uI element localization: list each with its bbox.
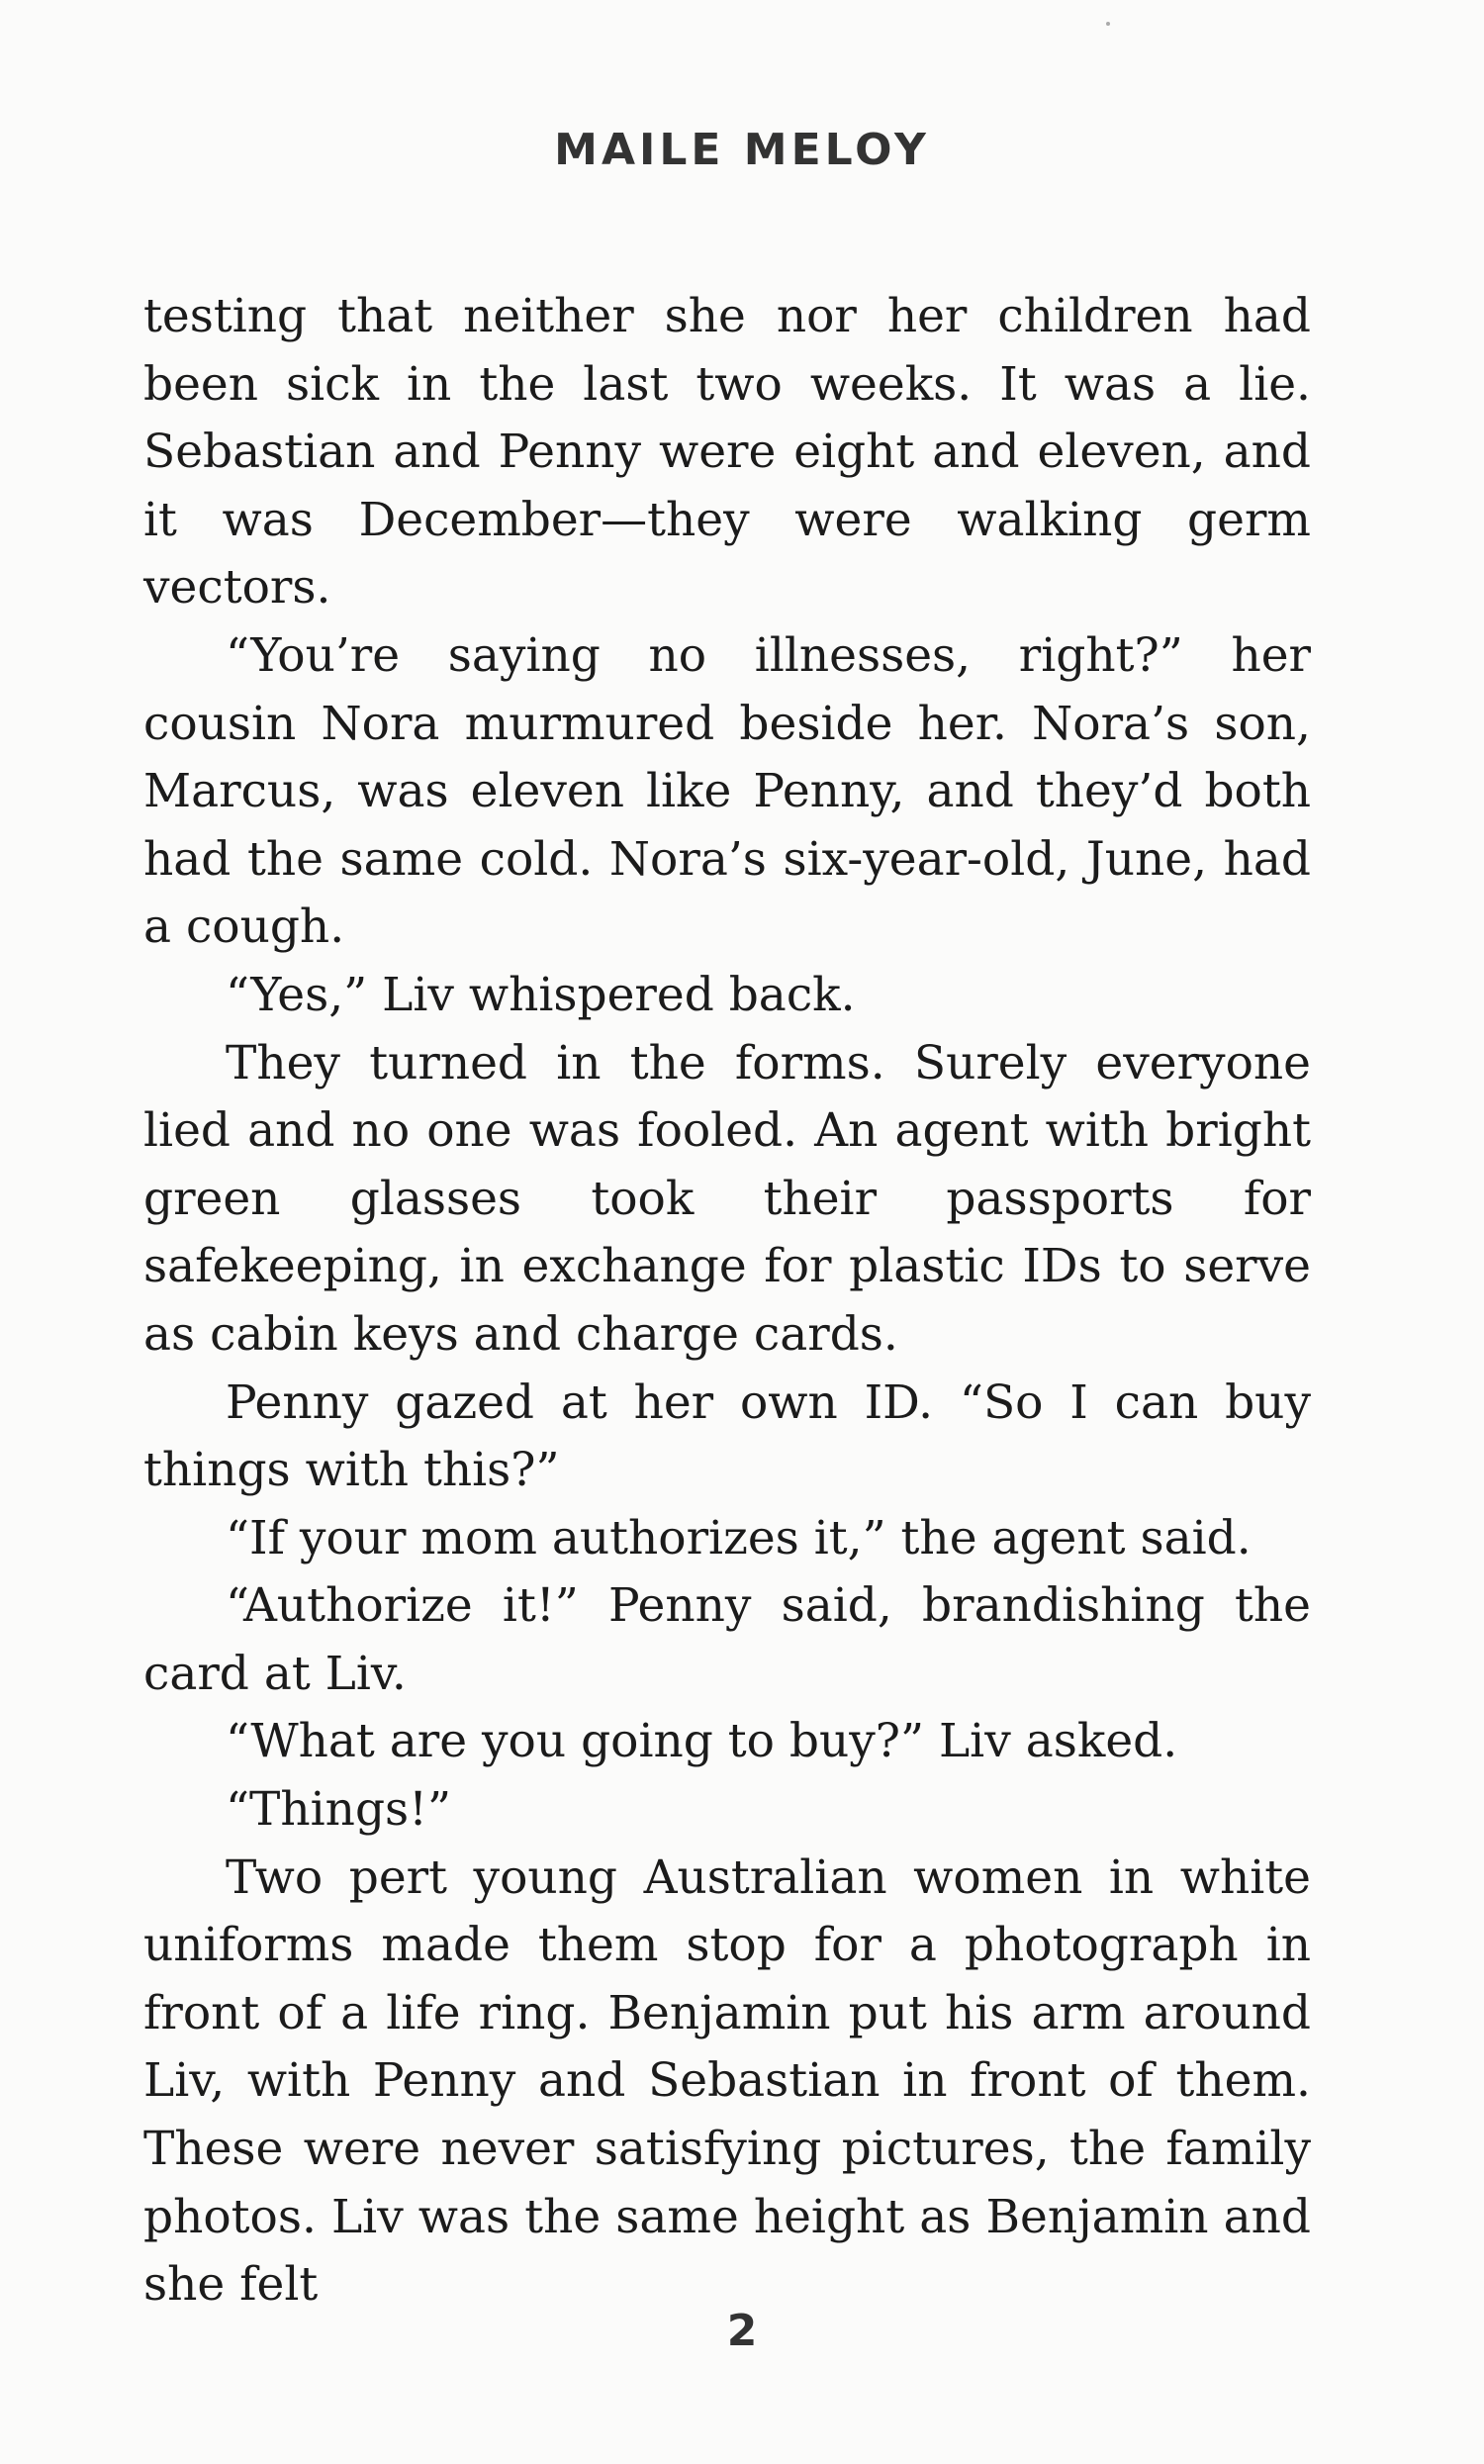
- paragraph: Penny gazed at her own ID. “So I can buy things with this?”: [143, 1374, 1311, 1498]
- running-head: MAILE MELOY: [554, 125, 930, 175]
- paragraph: “You’re saying no illnesses, right?” her cousin Nora murmured beside her. Nora’s son, Marcus, was eleven like Penny, and they’d both had the same cold. Nora’s six-year-old, June, had a cough.: [143, 627, 1311, 955]
- paragraph: “Yes,” Liv whispered back.: [226, 967, 856, 1022]
- paragraph: They turned in the forms. Surely everyone lied and no one was fooled. An agent with bright green glasses took their passports for safekeeping, in exchange for plastic IDs to serve as cabin keys and charge cards.: [143, 1035, 1311, 1362]
- paragraph: “If your mom authorizes it,” the agent said.: [226, 1510, 1252, 1565]
- page-number: 2: [726, 2306, 758, 2356]
- paragraph: “Authorize it!” Penny said, brandishing the card at Liv.: [143, 1578, 1311, 1701]
- paper-speck: [1106, 22, 1110, 26]
- paragraph: testing that neither she nor her children had been sick in the last two weeks. It was a lie. Sebastian and Penny were eight and eleven, and it was December—they were walking germ vectors.: [143, 289, 1311, 616]
- paragraph: “Things!”: [226, 1782, 452, 1838]
- paragraph: Two pert young Australian women in white uniforms made them stop for a photograph in front of a life ring. Benjamin put his arm around Liv, with Penny and Sebastian in front of them. These were never satisfying pictures, the family photos. Liv was the same height as Benjamin and she felt: [143, 1849, 1311, 2313]
- body-text: [143, 283, 1311, 2320]
- paragraph: “What are you going to buy?” Liv asked.: [226, 1714, 1178, 1769]
